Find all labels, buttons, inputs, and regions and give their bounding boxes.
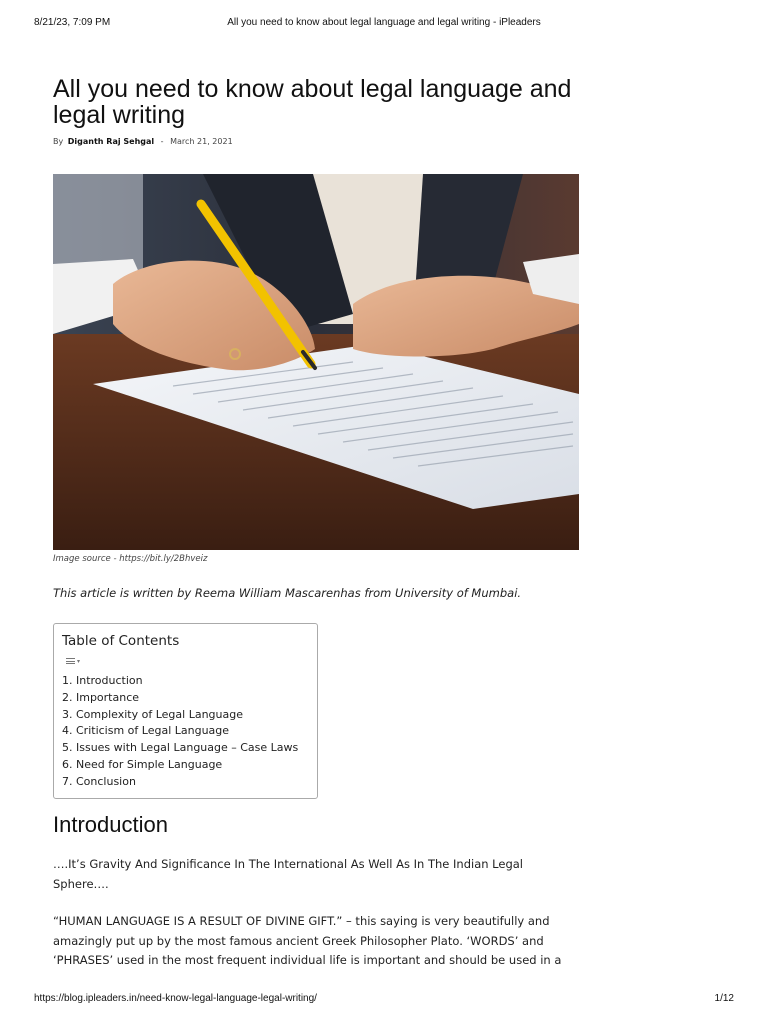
toc-title: Table of Contents <box>62 633 180 649</box>
byline <box>53 136 579 148</box>
byline-separator: - <box>160 137 164 146</box>
toc-item-complexity[interactable]: 3. Complexity of Legal Language <box>62 707 243 721</box>
hero-image <box>53 174 579 550</box>
print-url: https://blog.ipleaders.in/need-know-legal-language-legal-writing/ <box>34 993 317 1004</box>
toc-list <box>62 673 298 791</box>
print-date: 8/21/23, 7:09 PM <box>34 17 111 28</box>
section-heading: Introduction <box>53 812 168 837</box>
toc-item-criticism[interactable]: 4. Criticism of Legal Language <box>62 724 230 738</box>
body-paragraph: “HUMAN LANGUAGE IS A RESULT OF DIVINE GIFT.” – this saying is very beautifully and amazingly put up by the most famous ancient Greek Philosopher Plato. ‘WORDS’ and ‘PHRASES’ used in the most frequent individual life is important and should be used in a <box>53 914 562 967</box>
image-caption: Image source - https://bit.ly/2Bhveiz <box>53 554 208 564</box>
toc-item-importance[interactable]: 2. Importance <box>62 690 140 704</box>
author-credit: This article is written by Reema William Mascarenhas from University of Mumbai. <box>53 586 522 600</box>
author-link[interactable]: Diganth Raj Sehgal <box>67 137 155 146</box>
intro-paragraph: ….It’s Gravity And Significance In The International As Well As In The Indian Legal Sphere…. <box>53 857 524 891</box>
print-header <box>34 17 734 31</box>
byline-prefix: By <box>53 137 64 146</box>
print-footer <box>34 993 734 1007</box>
toc-item-simple-language[interactable]: 6. Need for Simple Language <box>62 757 223 771</box>
print-doc-title: All you need to know about legal language and legal writing - iPleaders <box>227 17 541 28</box>
list-toggle-icon[interactable]: ▾ <box>66 656 84 666</box>
page-number: 1/12 <box>714 993 734 1004</box>
article-title: All you need to know about legal language and legal writing <box>53 75 572 129</box>
toc-item-issues-case-laws[interactable]: 5. Issues with Legal Language – Case Laws <box>62 741 299 755</box>
publish-date: March 21, 2021 <box>170 137 233 146</box>
toc-item-introduction[interactable]: 1. Introduction <box>62 674 143 687</box>
article <box>53 75 579 967</box>
table-of-contents <box>53 623 318 799</box>
toc-item-conclusion[interactable]: 7. Conclusion <box>62 774 136 788</box>
